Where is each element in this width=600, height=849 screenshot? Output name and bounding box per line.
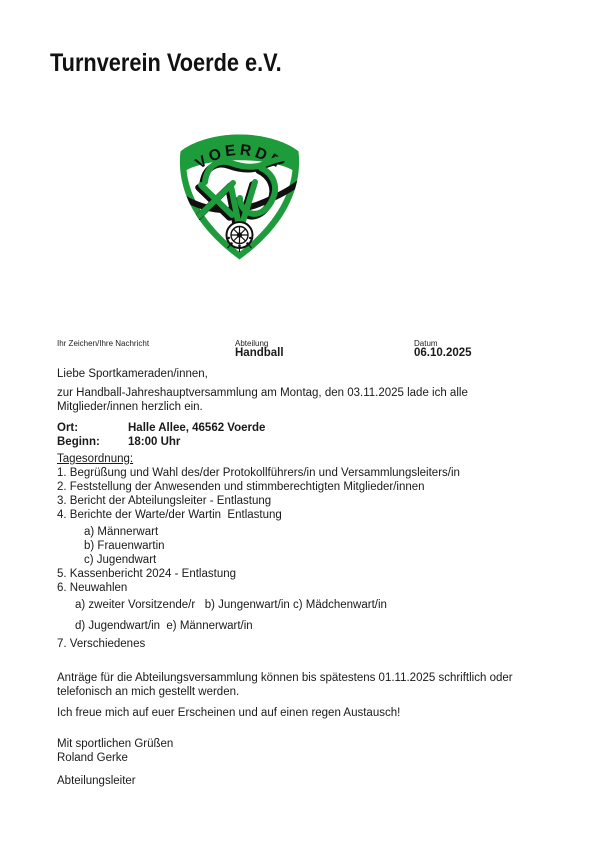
signature-role: Abteilungsleiter xyxy=(57,775,136,787)
agenda-heading: Tagesordnung: xyxy=(57,453,134,465)
beginn-label: Beginn: xyxy=(57,436,100,448)
agenda-item-4-sub-c: c) Jugendwart xyxy=(84,554,157,566)
intro-line-2: Mitglieder/innen herzlich ein. xyxy=(57,401,203,413)
agenda-item-4: 4. Berichte der Warte/der Wartin Entlastung xyxy=(57,509,282,521)
department-value: Handball xyxy=(235,347,284,359)
ort-value: Halle Allee, 46562 Voerde xyxy=(128,422,266,434)
detail-row-beginn xyxy=(57,435,180,449)
club-crest xyxy=(172,131,307,262)
reference-label: Ihr Zeichen/Ihre Nachricht xyxy=(57,339,150,348)
agenda-item-6: 6. Neuwahlen xyxy=(57,582,128,594)
agenda-item-1: 1. Begrüßung und Wahl des/der Protokollführers/in und Versammlungsleiters/in xyxy=(57,467,460,479)
intro-paragraph xyxy=(57,386,468,414)
department-label: Abteilung xyxy=(235,339,269,348)
intro-line-1: zur Handball-Jahreshauptversammlung am Montag, den 03.11.2025 lade ich alle xyxy=(57,387,468,399)
regards-line: Mit sportlichen Grüßen xyxy=(57,738,174,750)
ort-label: Ort: xyxy=(57,422,79,434)
closing-line: Ich freue mich auf euer Erscheinen und auf einen regen Austausch! xyxy=(57,707,401,719)
antraege-paragraph xyxy=(57,671,513,699)
date-label: Datum xyxy=(414,339,438,348)
agenda-item-6-sub-de: d) Jugendwart/in e) Männerwart/in xyxy=(75,620,253,632)
agenda-item-3: 3. Bericht der Abteilungsleiter - Entlastung xyxy=(57,495,272,507)
detail-row-ort xyxy=(57,421,265,435)
agenda-item-4-sub-b: b) Frauenwartin xyxy=(84,540,165,552)
agenda-item-6-sub-abc: a) zweiter Vorsitzende/r b) Jungenwart/in c) Mädchenwart/in xyxy=(75,599,387,611)
antraege-line-2: telefonisch an mich gestellt werden. xyxy=(57,686,240,698)
beginn-value: 18:00 Uhr xyxy=(128,436,181,448)
letter-title-text: Turnverein Voerde e.V. xyxy=(50,49,282,77)
letter-title xyxy=(50,50,316,76)
antraege-line-1: Anträge für die Abteilungsversammlung können bis spätestens 01.11.2025 schriftlich oder xyxy=(57,672,513,684)
agenda-item-7: 7. Verschiedenes xyxy=(57,638,146,650)
agenda-item-5: 5. Kassenbericht 2024 - Entlastung xyxy=(57,568,237,580)
signature-name: Roland Gerke xyxy=(57,752,128,764)
date-value: 06.10.2025 xyxy=(414,347,472,359)
agenda-item-2: 2. Feststellung der Anwesenden und stimmberechtigten Mitglieder/innen xyxy=(57,481,425,493)
agenda-item-4-sub-a: a) Männerwart xyxy=(84,526,159,538)
salutation-line: Liebe Sportkameraden/innen, xyxy=(57,368,208,380)
crest-banner-text: VOERDE xyxy=(192,141,287,173)
